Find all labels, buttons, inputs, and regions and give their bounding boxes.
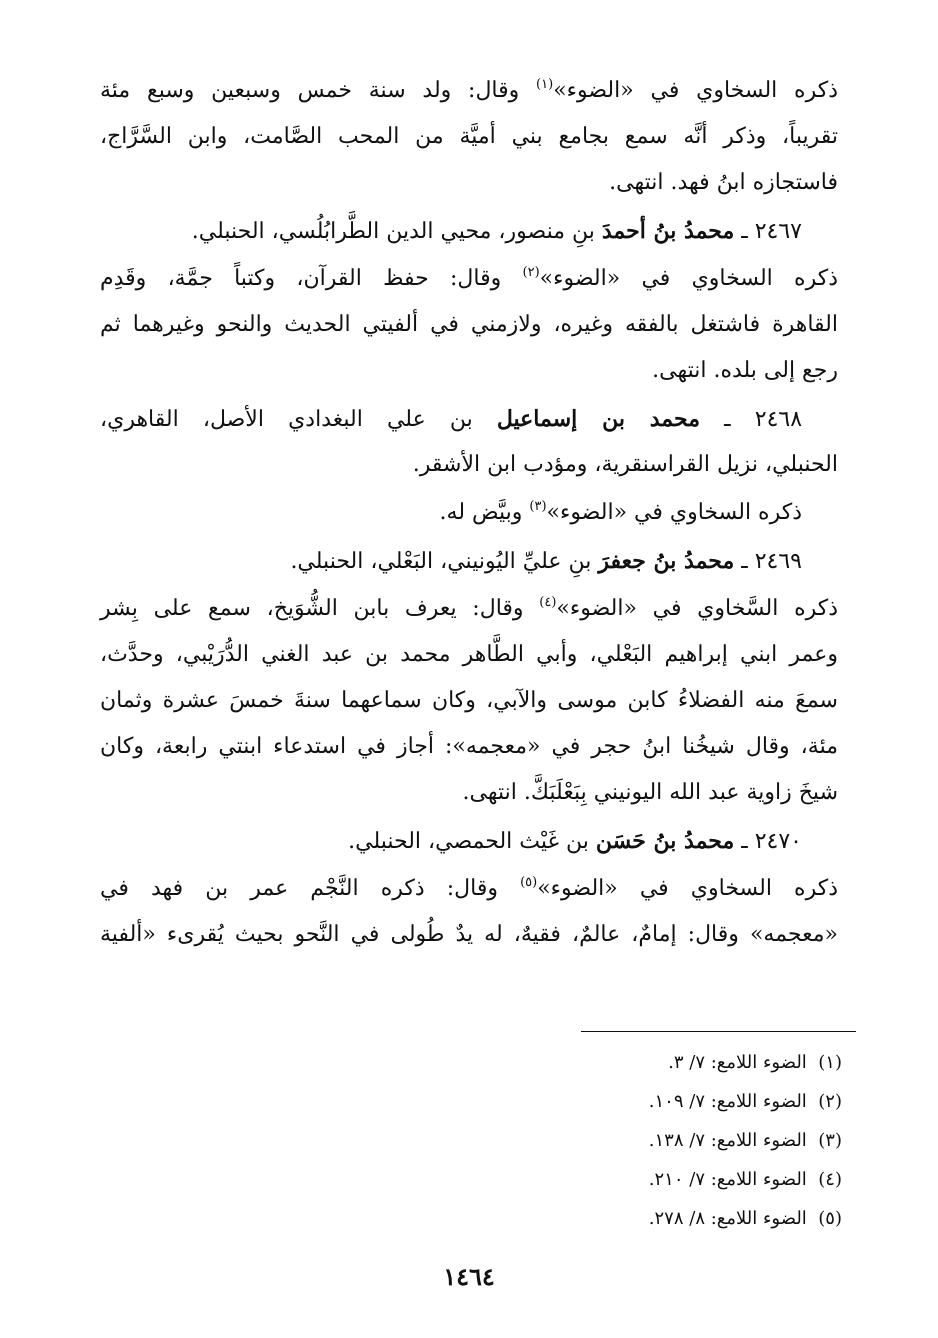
body-line: ذكره السخاوي في «الضوء»$^{(٥)}$ وقال: ذكره النَّجْم عمر بن فهد في xyxy=(100,875,838,901)
footnote-ref: (٣) xyxy=(529,499,547,514)
footnote-ref: (٥) xyxy=(520,875,538,890)
body-line: رجع إلى بلده. انتهى. xyxy=(652,358,838,383)
body-line: سمعَ منه الفضلاءُ كابن موسى والآبي، وكان سماعهما سنةَ خمسَ عشرة وثمان xyxy=(100,688,838,713)
footnote-ref: (٤) xyxy=(539,595,557,610)
entry-heading-2469: ٢٤٦٩ ـ محمدُ بنُ جعفرَ بنِ عليِّ اليُونيني، البَعْلي، الحنبلي. xyxy=(290,548,802,574)
footnote: (٣) الضوء اللامع: ٧/ ١٣٨. xyxy=(648,1130,842,1151)
footnote: (٥) الضوء اللامع: ٨/ ٢٧٨. xyxy=(648,1208,842,1229)
body-line: وعمر ابني إبراهيم البَعْلي، وأبي الطَّاهر محمد بن عبد الغني الدُّرَيْبي، وحدَّث، xyxy=(100,642,838,667)
entry-name: محمد بن إسماعيل xyxy=(496,406,701,432)
body-line: «معجمه» وقال: إمامٌ، عالمٌ، فقيهٌ، له يدٌ طُولى في النَّحو بحيث يُقرىء «ألفية xyxy=(100,922,838,947)
body-line: ذكره السخاوي في «الضوء»$^{(١)}$ وقال: ولد سنة خمس وسبعين وسبع مئة xyxy=(100,77,838,103)
body-line: شيخَ زاوية عبد الله اليونيني بِبَعْلَبَكَّ. انتهى. xyxy=(462,780,838,805)
body-line: ذكره السخاوي في «الضوء»$^{(٢)}$ وقال: حفظ القرآن، وكتباً جمَّة، وقَدِم xyxy=(100,265,838,291)
footnote: (٢) الضوء اللامع: ٧/ ١٠٩. xyxy=(648,1091,842,1112)
entry-heading-2468: ٢٤٦٨ ـ محمد بن إسماعيل بن علي البغدادي الأصل، القاهري، xyxy=(100,406,803,432)
entry-name: محمدُ بنُ أحمدَ xyxy=(601,218,735,244)
entry-heading-2467: ٢٤٦٧ ـ محمدُ بنُ أحمدَ بنِ منصور، محيي الدين الطَّرابُلُسي، الحنبلي. xyxy=(191,218,802,244)
body-line: الحنبلي، نزيل القراسنقرية، ومؤدب ابن الأشقر. xyxy=(412,452,838,477)
body-line: ذكره السَّخاوي في «الضوء»$^{(٤)}$ وقال: يعرف بابن الشُّوَيخ، سمع على بِشر xyxy=(100,595,839,621)
entry-name: محمدُ بنُ جعفرَ xyxy=(598,548,735,574)
body-line: مئة، وقال شيخُنا ابنُ حجر في «معجمه»: أجاز في استدعاء ابنتي رابعة، وكان xyxy=(100,734,838,759)
footnote: (٤) الضوء اللامع: ٧/ ٢١٠. xyxy=(648,1169,842,1190)
entry-heading-2470: ٢٤٧٠ ـ محمدُ بنُ حَسَن بن غَيْث الحمصي، الحنبلي. xyxy=(348,828,802,854)
footnote: (١) الضوء اللامع: ٧/ ٣. xyxy=(668,1052,842,1073)
body-line: فاستجازه ابنُ فهد. انتهى. xyxy=(609,170,838,195)
footnote-ref: (٢) xyxy=(522,265,540,280)
body-line: ذكره السخاوي في «الضوء»$^{(٣)}$ وبيَّض له. xyxy=(439,499,802,525)
footnote-divider xyxy=(581,1031,856,1032)
entry-name: محمدُ بنُ حَسَن xyxy=(595,828,735,854)
body-line: تقريباً، وذكر أنَّه سمع بجامع بني أميَّة من المحب الصَّامت، وابن السَّرَّاج، xyxy=(100,124,838,149)
page-number: ١٤٦٤ xyxy=(443,1262,495,1291)
footnote-ref: (١) xyxy=(536,77,554,92)
body-line: القاهرة فاشتغل بالفقه وغيره، ولازمني في ألفيتي الحديث والنحو وغيرهما ثم xyxy=(100,312,838,337)
